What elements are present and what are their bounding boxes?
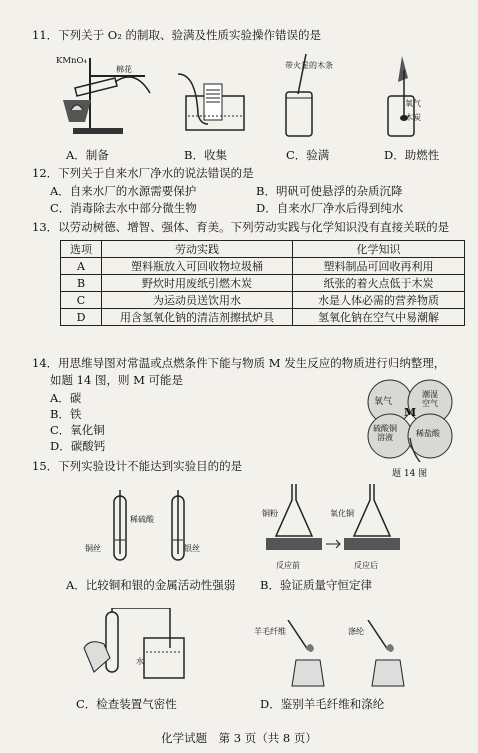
q14-clover-diagram [360, 378, 460, 462]
q14-option-a: A．碳 [50, 391, 82, 405]
q11-option-c: C．验满 [286, 148, 330, 162]
question-15-stem: 15．下列实验设计不能达到实验目的的是 [32, 459, 243, 473]
table-row [61, 258, 465, 275]
wool-fiber-label: 羊毛纤维 [254, 627, 286, 636]
oxygen-label: 氧气 [405, 99, 421, 108]
cell: 为运动员送饮用水 [102, 292, 293, 309]
question-14-stem-line2: 如题 14 图，则 M 可能是 [50, 373, 184, 387]
q11-option-d: D．助燃性 [384, 148, 440, 162]
dilute-h2so4-label: 稀硫酸 [130, 515, 154, 524]
cell: B [61, 275, 102, 292]
cell: 野炊时用废纸引燃木炭 [102, 275, 293, 292]
cell: D [61, 309, 102, 326]
clover-humid-air: 潮湿空气 [422, 390, 438, 408]
question-11-stem: 11．下列关于 O₂ 的制取、验满及性质实验操作错误的是 [32, 28, 321, 42]
q12-option-d: D．自来水厂净水后得到纯水 [256, 201, 404, 215]
kmno4-label: KMnO₄ [56, 56, 87, 66]
cell: 水是人体必需的营养物质 [293, 292, 465, 309]
cotton-label: 棉花 [116, 65, 132, 74]
after-reaction-label: 反应后 [354, 561, 378, 570]
silver-wire-label: 银丝 [184, 544, 200, 553]
copper-powder-label: 铜粉 [262, 509, 278, 518]
question-12-stem: 12．下列关于自来水厂净水的说法错误的是 [32, 166, 254, 180]
cell: C [61, 292, 102, 309]
clover-hcl: 稀盐酸 [416, 429, 440, 438]
question-14-stem-line1: 14．用思维导图对常温或点燃条件下能与物质 M 发生反应的物质进行归纳整理， [32, 356, 446, 370]
q12-option-c: C．消毒除去水中部分微生物 [50, 201, 197, 215]
labor-knowledge-table [60, 240, 465, 326]
cell: 纸张的着火点低于木炭 [293, 275, 465, 292]
q15-option-a: A．比较铜和银的金属活动性强弱 [66, 578, 236, 592]
q11-option-b: B．收集 [184, 148, 227, 162]
q15-option-c: C．检查装置气密性 [76, 697, 177, 711]
cell: A [61, 258, 102, 275]
header-option: 选项 [61, 241, 102, 258]
header-practice: 劳动实践 [102, 241, 293, 258]
q15-figure-d-burn-test [268, 620, 418, 690]
clover-copper-sulfate: 硫酸铜溶液 [373, 424, 397, 442]
q12-option-b: B．明矾可使悬浮的杂质沉降 [256, 184, 403, 198]
q15-figure-a-test-tubes [100, 490, 200, 570]
q15-figure-c-airtightness-check [80, 608, 190, 688]
polyester-label: 涤纶 [348, 627, 364, 636]
q15-option-b: B．验证质量守恒定律 [260, 578, 372, 592]
cell: 氢氧化钠在空气中易潮解 [293, 309, 465, 326]
table-row [61, 292, 465, 309]
q14-figure-caption: 题 14 图 [392, 469, 428, 479]
splint-label: 带火星的木条 [285, 61, 333, 70]
table-row [61, 309, 465, 326]
before-reaction-label: 反应前 [276, 561, 300, 570]
copper-oxide-label: 氧化铜 [330, 509, 354, 518]
cell: 用含氢氧化钠的清洁剂擦拭炉具 [102, 309, 293, 326]
question-13-stem: 13．以劳动树德、增智、强体、育美。下列劳动实践与化学知识没有直接关联的是 [32, 220, 450, 234]
q14-option-b: B．铁 [50, 407, 82, 421]
clover-oxygen: 氧气 [374, 397, 393, 407]
q12-option-a: A．自来水厂的水源需要保护 [50, 184, 197, 198]
q15-figure-b-balance-flasks [262, 480, 412, 566]
charcoal-label: 木炭 [405, 113, 421, 122]
copper-wire-label: 铜丝 [85, 544, 101, 553]
header-knowledge: 化学知识 [293, 241, 465, 258]
clover-center-m: M [404, 406, 417, 419]
page-footer: 化学试题 第 3 页（共 8 页） [161, 731, 317, 745]
q14-option-d: D．碳酸钙 [50, 439, 106, 453]
table-row [61, 275, 465, 292]
water-label: 水 [136, 657, 144, 666]
cell: 塑料瓶放入可回收物垃圾桶 [102, 258, 293, 275]
cell: 塑料制品可回收再利用 [293, 258, 465, 275]
table-header-row [61, 241, 465, 258]
q11-figure-b-water-trough [176, 64, 256, 136]
q14-option-c: C．氧化铜 [50, 423, 105, 437]
q15-option-d: D．鉴别羊毛纤维和涤纶 [260, 697, 385, 711]
q11-option-a: A．制备 [66, 148, 109, 162]
